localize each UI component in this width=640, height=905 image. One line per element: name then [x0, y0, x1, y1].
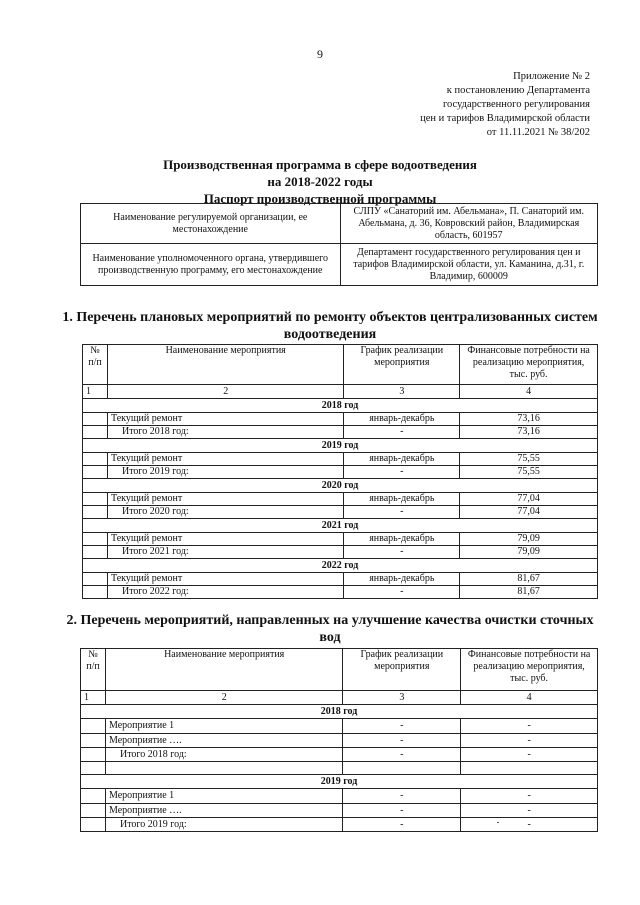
item-amount: -	[461, 804, 598, 818]
total-row	[83, 426, 598, 439]
total-label: Итого 2021 год:	[107, 546, 343, 559]
year-label: 2018 год	[81, 705, 598, 719]
table-header-row	[83, 345, 598, 385]
total-label: Итого 2022 год:	[107, 586, 343, 599]
column-number: 4	[460, 385, 598, 399]
total-period: -	[344, 586, 460, 599]
year-row	[83, 399, 598, 413]
page-number: 9	[317, 47, 323, 61]
header-finance: Финансовые потребности на реализацию мероприятия, тыс. руб.	[460, 345, 598, 385]
item-name: Текущий ремонт	[107, 493, 343, 506]
table-row	[81, 804, 598, 818]
item-period: -	[343, 734, 461, 748]
total-period: -	[344, 426, 460, 439]
total-amount: -	[461, 748, 598, 762]
total-amount: 75,55	[460, 466, 598, 479]
header-finance: Финансовые потребности на реализацию мероприятия, тыс. руб.	[461, 649, 598, 691]
document-title: Производственная программа в сфере водоотведения	[163, 157, 477, 172]
year-label: 2020 год	[83, 479, 598, 493]
passport-value: Департамент государственного регулирования цен и тарифов Владимирской области, ул. Каманина, д.31, г. Владимир, 600009	[340, 244, 598, 286]
year-label: 2021 год	[83, 519, 598, 533]
item-period: январь-декабрь	[344, 533, 460, 546]
year-row	[83, 479, 598, 493]
item-period: -	[343, 719, 461, 734]
column-number: 2	[107, 385, 343, 399]
table-row	[81, 734, 598, 748]
item-period: январь-декабрь	[344, 573, 460, 586]
column-number: 4	[461, 691, 598, 705]
total-label: Итого 2019 год:	[105, 818, 342, 832]
appendix-line: Приложение № 2	[513, 71, 590, 82]
item-period: -	[343, 804, 461, 818]
column-number: 1	[83, 385, 108, 399]
item-amount: 79,09	[460, 533, 598, 546]
section1-title: 1. Перечень плановых мероприятий по ремонту объектов централизованных систем водоотведения	[62, 310, 598, 342]
item-name: Мероприятие ….	[105, 734, 342, 748]
passport-title: Паспорт производственной программы	[203, 191, 437, 206]
total-label: Итого 2018 год:	[105, 748, 342, 762]
column-number: 3	[344, 385, 460, 399]
year-row	[81, 775, 598, 789]
passport-label: Наименование уполномоченного органа, утвердившего производственную программу, его местонахождение	[81, 244, 341, 286]
total-period: -	[343, 748, 461, 762]
total-period: -	[343, 818, 461, 832]
appendix-line: к постановлению Департамента	[446, 85, 590, 96]
section1-table	[82, 344, 598, 599]
total-period: -	[344, 506, 460, 519]
total-amount: 79,09	[460, 546, 598, 559]
item-name: Текущий ремонт	[107, 453, 343, 466]
appendix-block	[360, 70, 590, 140]
item-amount: -	[461, 789, 598, 804]
total-amount: 73,16	[460, 426, 598, 439]
table-row	[83, 493, 598, 506]
total-row	[83, 586, 598, 599]
spacer-row	[81, 762, 598, 775]
column-number: 2	[105, 691, 342, 705]
table-row	[83, 413, 598, 426]
year-row	[83, 559, 598, 573]
item-amount: 81,67	[460, 573, 598, 586]
table-header-row	[81, 649, 598, 691]
appendix-line: цен и тарифов Владимирской области	[420, 113, 590, 124]
header-num: № п/п	[81, 649, 106, 691]
header-schedule: График реализации мероприятия	[344, 345, 460, 385]
item-amount: 75,55	[460, 453, 598, 466]
year-label: 2022 год	[83, 559, 598, 573]
scan-speck	[497, 822, 499, 823]
table-row	[83, 533, 598, 546]
passport-row	[81, 204, 598, 244]
table-row	[81, 789, 598, 804]
year-label: 2019 год	[81, 775, 598, 789]
table-row	[81, 719, 598, 734]
total-label: Итого 2019 год:	[107, 466, 343, 479]
total-period: -	[344, 466, 460, 479]
header-name: Наименование мероприятия	[105, 649, 342, 691]
item-name: Мероприятие 1	[105, 789, 342, 804]
appendix-line: государственного регулирования	[442, 99, 590, 110]
total-amount: -	[461, 818, 598, 832]
document-subtitle: на 2018-2022 годы	[267, 174, 373, 189]
total-row	[83, 466, 598, 479]
section2-table	[80, 648, 598, 832]
column-number: 1	[81, 691, 106, 705]
item-name: Текущий ремонт	[107, 573, 343, 586]
total-row	[81, 748, 598, 762]
year-row	[83, 519, 598, 533]
item-period: -	[343, 789, 461, 804]
item-amount: -	[461, 719, 598, 734]
item-period: январь-декабрь	[344, 413, 460, 426]
item-name: Мероприятие ….	[105, 804, 342, 818]
total-row	[83, 546, 598, 559]
total-row	[81, 818, 598, 832]
item-period: январь-декабрь	[344, 453, 460, 466]
passport-row	[81, 244, 598, 286]
total-amount: 81,67	[460, 586, 598, 599]
header-num: № п/п	[83, 345, 108, 385]
appendix-line: от 11.11.2021 № 38/202	[486, 127, 590, 138]
passport-value: СЛПУ «Санаторий им. Абельмана», П. Санаторий им. Абельмана, д. 36, Ковровский район, Владимирская область, 601957	[340, 204, 598, 244]
year-label: 2019 год	[83, 439, 598, 453]
column-number-row	[81, 691, 598, 705]
passport-table	[80, 203, 598, 286]
column-number: 3	[343, 691, 461, 705]
item-amount: 73,16	[460, 413, 598, 426]
total-period: -	[344, 546, 460, 559]
item-amount: -	[461, 734, 598, 748]
table-row	[83, 573, 598, 586]
total-row	[83, 506, 598, 519]
item-amount: 77,04	[460, 493, 598, 506]
item-name: Текущий ремонт	[107, 533, 343, 546]
passport-label: Наименование регулируемой организации, ее местонахождение	[81, 204, 341, 244]
item-period: январь-декабрь	[344, 493, 460, 506]
item-name: Мероприятие 1	[105, 719, 342, 734]
year-row	[83, 439, 598, 453]
header-schedule: График реализации мероприятия	[343, 649, 461, 691]
total-label: Итого 2020 год:	[107, 506, 343, 519]
total-label: Итого 2018 год:	[107, 426, 343, 439]
column-number-row	[83, 385, 598, 399]
year-label: 2018 год	[83, 399, 598, 413]
section2-title: 2. Перечень мероприятий, направленных на улучшение качества очистки сточных вод	[66, 613, 594, 645]
header-name: Наименование мероприятия	[107, 345, 343, 385]
table-row	[83, 453, 598, 466]
year-row	[81, 705, 598, 719]
item-name: Текущий ремонт	[107, 413, 343, 426]
total-amount: 77,04	[460, 506, 598, 519]
